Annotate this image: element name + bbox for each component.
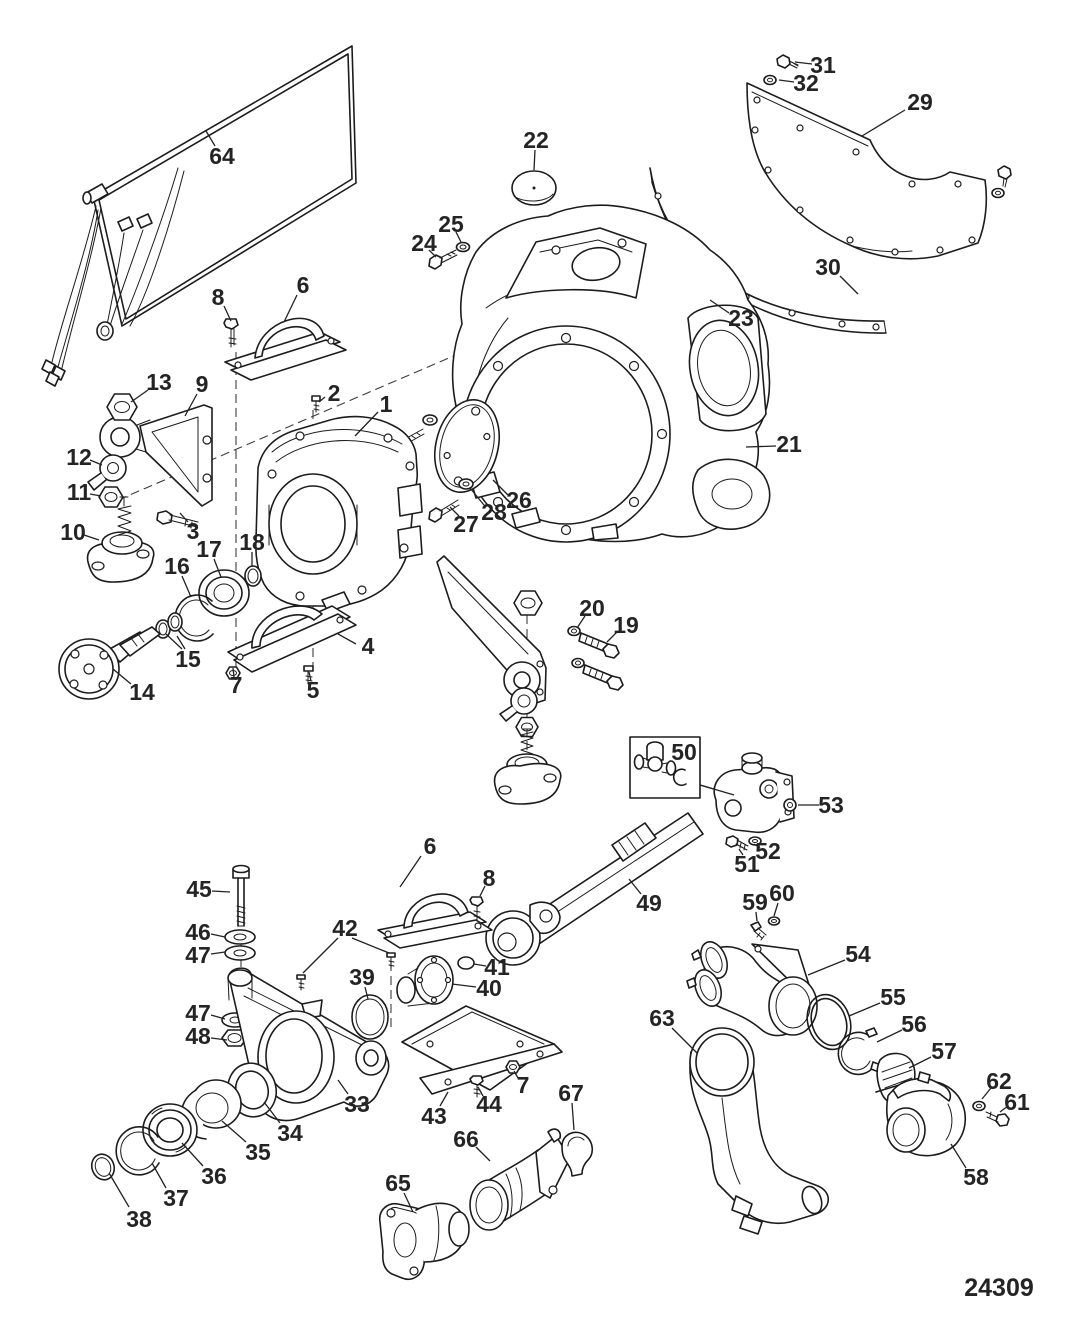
callout-46: 46 <box>185 919 211 945</box>
callout-60: 60 <box>769 880 795 906</box>
callout-leader-35 <box>222 1121 246 1142</box>
harness-wires <box>42 168 184 386</box>
callout-leader-46 <box>211 934 225 937</box>
cover-washer-32 <box>764 76 776 85</box>
callout-22: 22 <box>523 127 549 153</box>
exhaust-elbow-pipe-63 <box>690 1028 828 1234</box>
nut-53 <box>784 799 796 811</box>
drawing-number: 24309 <box>964 1274 1034 1302</box>
cover-washer-32b <box>992 189 1004 198</box>
callout-31: 31 <box>810 52 836 78</box>
callout-leader-16 <box>182 576 191 597</box>
callout-43: 43 <box>421 1103 447 1129</box>
callout-41: 41 <box>484 954 510 980</box>
callout-51: 51 <box>734 851 760 877</box>
callout-7: 7 <box>229 672 243 698</box>
callout-32: 32 <box>793 70 819 96</box>
tab-washer-starboard <box>500 688 537 721</box>
bolt-19-washer-20-b <box>572 659 623 691</box>
callout-66: 66 <box>453 1126 479 1152</box>
callout-21: 21 <box>776 431 802 457</box>
nut-starboard-top <box>514 591 542 615</box>
front-mount-bracket-starboard <box>437 556 546 703</box>
callout-36: 36 <box>201 1163 227 1189</box>
engine-mount-starboard <box>495 729 561 804</box>
callout-28: 28 <box>481 499 507 525</box>
callout-17: 17 <box>196 536 222 562</box>
clip-67 <box>562 1132 592 1176</box>
callout-1: 1 <box>379 391 393 417</box>
callout-47: 47 <box>185 1000 211 1026</box>
callout-14: 14 <box>129 679 155 705</box>
callout-leader-67 <box>572 1103 574 1130</box>
callout-62: 62 <box>986 1068 1012 1094</box>
callout-leader-4 <box>338 634 356 644</box>
callout-40: 40 <box>476 975 502 1001</box>
callout-6: 6 <box>423 833 437 859</box>
callout-65: 65 <box>385 1170 411 1196</box>
callout-leader-63 <box>672 1028 697 1053</box>
callout-19: 19 <box>613 612 639 638</box>
washer-60 <box>769 917 780 925</box>
washer-62 <box>973 1102 985 1111</box>
o-ring-18 <box>245 566 261 586</box>
callout-leader-32 <box>779 80 794 82</box>
callout-16: 16 <box>164 553 190 579</box>
callout-12: 12 <box>66 444 92 470</box>
callout-13: 13 <box>146 369 172 395</box>
callout-leader-47 <box>211 952 225 954</box>
nut-11 <box>99 487 123 507</box>
callout-57: 57 <box>931 1038 957 1064</box>
callout-leader-54 <box>808 960 845 975</box>
nut-13 <box>107 394 137 420</box>
oil-seal-17 <box>199 570 249 616</box>
callout-5: 5 <box>306 677 320 703</box>
callout-64: 64 <box>209 143 235 169</box>
callout-63: 63 <box>649 1005 675 1031</box>
gimbal-adapter-housing <box>256 417 422 612</box>
o-ring-38 <box>88 1151 118 1183</box>
flywheel-housing <box>453 205 770 542</box>
exhaust-hose-66 <box>470 1129 570 1230</box>
callout-67: 67 <box>558 1080 584 1106</box>
callout-23: 23 <box>728 305 754 331</box>
callout-44: 44 <box>476 1091 502 1117</box>
callout-leader-56 <box>877 1030 902 1042</box>
callout-15: 15 <box>175 646 201 672</box>
callout-59: 59 <box>742 889 768 915</box>
callout-39: 39 <box>349 964 375 990</box>
washer-25 <box>457 243 470 252</box>
callout-56: 56 <box>901 1011 927 1037</box>
housing-lower-pod <box>693 459 770 529</box>
callout-leader-30 <box>840 276 858 294</box>
plug-22 <box>512 171 556 205</box>
callout-45: 45 <box>186 876 212 902</box>
callout-3: 3 <box>186 518 200 544</box>
callout-27: 27 <box>453 511 479 537</box>
bolt-59 <box>751 922 766 940</box>
callout-29: 29 <box>907 89 933 115</box>
callout-54: 54 <box>845 941 871 967</box>
callout-4: 4 <box>361 633 375 659</box>
washer-46 <box>225 930 255 944</box>
callout-24: 24 <box>411 230 437 256</box>
plate-washer-28a <box>423 415 437 425</box>
callout-leader-45 <box>212 891 230 892</box>
callout-leader-38 <box>109 1173 129 1207</box>
callout-55: 55 <box>880 984 906 1010</box>
o-ring-41 <box>458 957 474 969</box>
callout-30: 30 <box>815 254 841 280</box>
washer-47-upper <box>225 946 255 960</box>
callout-8: 8 <box>482 865 496 891</box>
callout-35: 35 <box>245 1139 271 1165</box>
callout-6: 6 <box>296 272 310 298</box>
callout-52: 52 <box>755 838 781 864</box>
callout-47: 47 <box>185 942 211 968</box>
callout-38: 38 <box>126 1206 152 1232</box>
shift-cable-strap-4 <box>228 606 356 672</box>
callout-leader-6 <box>400 856 421 887</box>
bolt-51 <box>726 836 748 850</box>
callout-33: 33 <box>344 1091 370 1117</box>
callout-leader-42 <box>303 938 338 973</box>
callout-2: 2 <box>327 380 341 406</box>
plate-washer-28b <box>459 479 473 489</box>
callout-42: 42 <box>332 915 358 941</box>
shift-cable-clamp-upper <box>225 318 346 380</box>
bolt-45 <box>233 866 249 927</box>
callout-9: 9 <box>195 371 209 397</box>
callout-18: 18 <box>239 529 265 555</box>
callout-leader-12 <box>90 460 102 465</box>
callout-20: 20 <box>579 595 605 621</box>
cover-bolt-31b <box>998 166 1011 187</box>
coupler-40 <box>397 956 453 1006</box>
callout-34: 34 <box>277 1120 303 1146</box>
screw-2 <box>312 396 320 412</box>
callout-26: 26 <box>506 487 532 513</box>
bolt-19-washer-20-a <box>568 627 619 659</box>
callout-25: 25 <box>438 211 464 237</box>
callout-8: 8 <box>211 284 225 310</box>
callout-leader-55 <box>849 1003 880 1016</box>
callout-leader-36 <box>182 1143 203 1166</box>
clamp-bolt-8-upper <box>224 319 238 347</box>
exhaust-elbow-58 <box>887 1072 965 1156</box>
callout-leader-29 <box>862 110 905 136</box>
callout-50: 50 <box>671 739 697 765</box>
retainer-ring-39 <box>352 995 388 1039</box>
callout-7: 7 <box>516 1072 530 1098</box>
callout-37: 37 <box>163 1185 189 1211</box>
callout-58: 58 <box>963 1164 989 1190</box>
callout-leader-40 <box>452 984 476 987</box>
callout-48: 48 <box>185 1023 211 1049</box>
tab-washer-12 <box>88 455 126 490</box>
set-screws-42 <box>297 953 395 990</box>
callout-49: 49 <box>636 890 662 916</box>
callout-53: 53 <box>818 792 844 818</box>
callout-leader-22 <box>534 150 535 170</box>
flywheel-cover-plate <box>747 83 986 259</box>
callout-61: 61 <box>1004 1089 1030 1115</box>
exhaust-y-pipe-54 <box>687 938 817 1036</box>
callout-11: 11 <box>66 479 92 505</box>
exhaust-tube-65 <box>380 1203 469 1279</box>
callout-10: 10 <box>60 519 86 545</box>
callout-leader-10 <box>84 535 99 540</box>
cover-bolt-31 <box>777 55 798 68</box>
